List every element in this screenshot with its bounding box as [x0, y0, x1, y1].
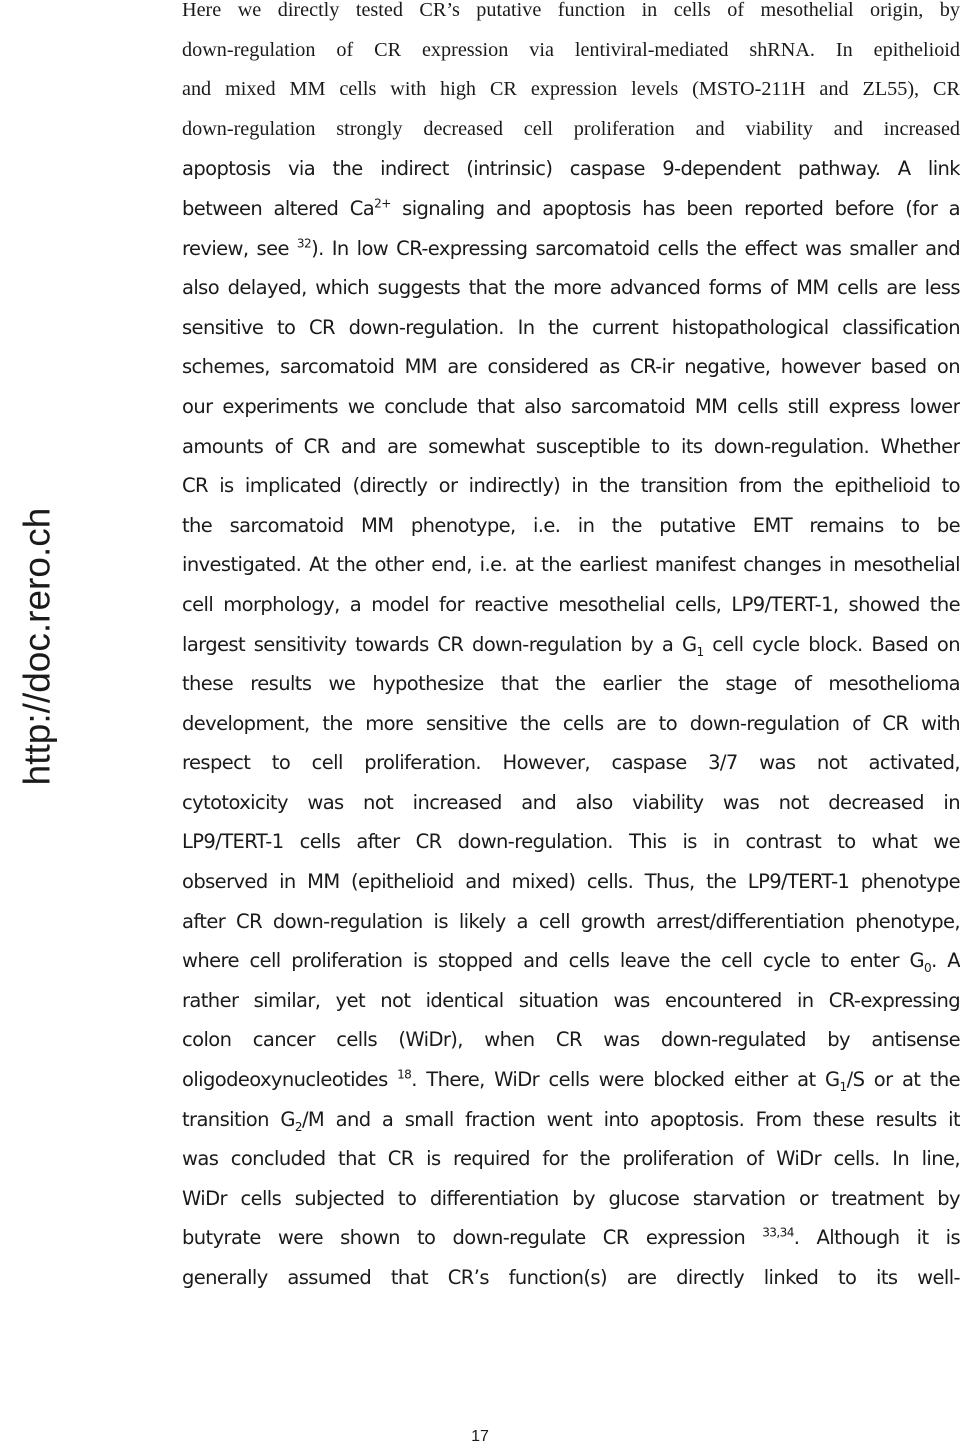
- text-line: [182, 189, 960, 229]
- text-segment: between altered Ca: [182, 196, 375, 220]
- text-line: [182, 981, 960, 1021]
- text-line: [182, 1218, 960, 1258]
- text-segment: also delayed, which suggests that the more advanced forms of MM cells are less: [182, 276, 960, 300]
- text-segment: after CR down-regulation is likely a cell growth arrest/differentiation phenotype,: [182, 909, 960, 933]
- text-segment: oligodeoxynucleotides: [182, 1068, 398, 1092]
- text-segment: colon cancer cells (WiDr), when CR was down-regulated by antisense: [182, 1028, 960, 1052]
- text-line: [182, 704, 960, 744]
- subscript: 2: [294, 1119, 302, 1134]
- text-segment: down-regulation of CR expression via lentiviral-mediated shRNA. In epithelioid: [182, 38, 960, 61]
- subscript: 1: [839, 1079, 847, 1094]
- page-number: 17: [471, 1428, 489, 1445]
- body-text: [182, 0, 960, 1298]
- watermark-url: [15, 466, 59, 826]
- text-line: [182, 585, 960, 625]
- text-segment: our experiments we conclude that also sarcomatoid MM cells still express lower: [182, 394, 960, 418]
- text-line: [182, 347, 960, 387]
- watermark-text: http://doc.rero.ch: [16, 507, 58, 785]
- text-segment: /S or at the: [846, 1068, 960, 1092]
- text-line: [182, 1139, 960, 1179]
- text-line: [182, 466, 960, 506]
- text-segment: cell morphology, a model for reactive mesothelial cells, LP9/TERT-1, showed the: [182, 592, 960, 616]
- text-segment: apoptosis via the indirect (intrinsic) caspase 9-dependent pathway. A link: [182, 157, 960, 181]
- text-segment: cell cycle block. Based on: [703, 632, 960, 656]
- text-segment: butyrate were shown to down-regulate CR expression: [182, 1226, 763, 1250]
- text-segment: . A: [931, 949, 960, 973]
- text-segment: Here we directly tested CR’s putative function in cells of mesothelial origin, by: [182, 0, 960, 21]
- text-segment: and mixed MM cells with high CR expression levels (MSTO-211H and ZL55), CR: [182, 78, 960, 101]
- text-line: [182, 110, 960, 150]
- text-segment: signaling and apoptosis has been reported before (for a: [390, 196, 960, 220]
- text-line: [182, 0, 960, 31]
- text-line: [182, 862, 960, 902]
- text-segment: ). In low CR-expressing sarcomatoid cells the effect was smaller and: [311, 236, 960, 260]
- text-line: [182, 545, 960, 585]
- text-segment: CR is implicated (directly or indirectly) in the transition from the epithelioid to: [182, 474, 960, 498]
- text-line: [182, 1060, 960, 1100]
- subscript: 0: [923, 961, 932, 976]
- text-line: [182, 1020, 960, 1060]
- text-line: [182, 822, 960, 862]
- text-segment: generally assumed that CR’s function(s) are directly linked to its well-: [182, 1266, 960, 1289]
- superscript: 18: [397, 1067, 412, 1082]
- text-segment: schemes, sarcomatoid MM are considered as CR-ir negative, however based on: [182, 355, 960, 379]
- text-line: [182, 902, 960, 942]
- text-segment: rather similar, yet not identical situation was encountered in CR-expressing: [182, 988, 960, 1012]
- text-line: [182, 743, 960, 783]
- text-segment: review, see: [182, 236, 297, 260]
- text-segment: down-regulation strongly decreased cell proliferation and viability and increased: [182, 117, 960, 140]
- superscript: 2+: [374, 196, 391, 211]
- text-line: [182, 31, 960, 71]
- text-line: [182, 387, 960, 427]
- text-segment: investigated. At the other end, i.e. at the earliest manifest changes in mesothelial: [182, 553, 960, 577]
- text-line: [182, 268, 960, 308]
- text-line: [182, 149, 960, 189]
- text-segment: /M and a small fraction went into apoptosis. From these results it: [301, 1107, 960, 1131]
- text-segment: these results we hypothesize that the earlier the stage of mesothelioma: [182, 672, 960, 696]
- text-segment: the sarcomatoid MM phenotype, i.e. in the putative EMT remains to be: [182, 513, 960, 537]
- text-segment: where cell proliferation is stopped and cells leave the cell cycle to enter G: [182, 949, 924, 973]
- text-segment: development, the more sensitive the cells are to down-regulation of CR with: [182, 711, 960, 735]
- text-line: [182, 1179, 960, 1219]
- text-segment: LP9/TERT-1 cells after CR down-regulation. This is in contrast to what we: [182, 830, 960, 854]
- text-segment: largest sensitivity towards CR down-regulation by a G: [182, 632, 697, 656]
- text-line: [182, 625, 960, 665]
- text-line: [182, 783, 960, 823]
- text-line: [182, 506, 960, 546]
- text-line: [182, 308, 960, 348]
- text-segment: respect to cell proliferation. However, caspase 3/7 was not activated,: [182, 751, 960, 775]
- subscript: 1: [696, 644, 704, 659]
- text-segment: cytotoxicity was not increased and also viability was not decreased in: [182, 790, 960, 814]
- text-segment: was concluded that CR is required for the proliferation of WiDr cells. In line,: [182, 1147, 960, 1171]
- text-line: [182, 229, 960, 269]
- text-segment: transition G: [182, 1107, 295, 1131]
- text-line: [182, 664, 960, 704]
- text-segment: observed in MM (epithelioid and mixed) cells. Thus, the LP9/TERT-1 phenotype: [182, 870, 960, 894]
- text-line: [182, 1100, 960, 1140]
- text-segment: amounts of CR and are somewhat susceptible to its down-regulation. Whether: [182, 434, 960, 458]
- text-line: [182, 941, 960, 981]
- text-segment: . There, WiDr cells were blocked either at G: [411, 1068, 840, 1092]
- text-segment: . Although it is: [793, 1226, 960, 1250]
- text-segment: sensitive to CR down-regulation. In the current histopathological classification: [182, 315, 960, 339]
- text-line: [182, 70, 960, 110]
- text-line: [182, 427, 960, 467]
- superscript: 33,34: [762, 1225, 794, 1240]
- text-segment: WiDr cells subjected to differentiation by glucose starvation or treatment by: [182, 1186, 960, 1210]
- text-line: [182, 1258, 960, 1298]
- superscript: 32: [296, 236, 312, 251]
